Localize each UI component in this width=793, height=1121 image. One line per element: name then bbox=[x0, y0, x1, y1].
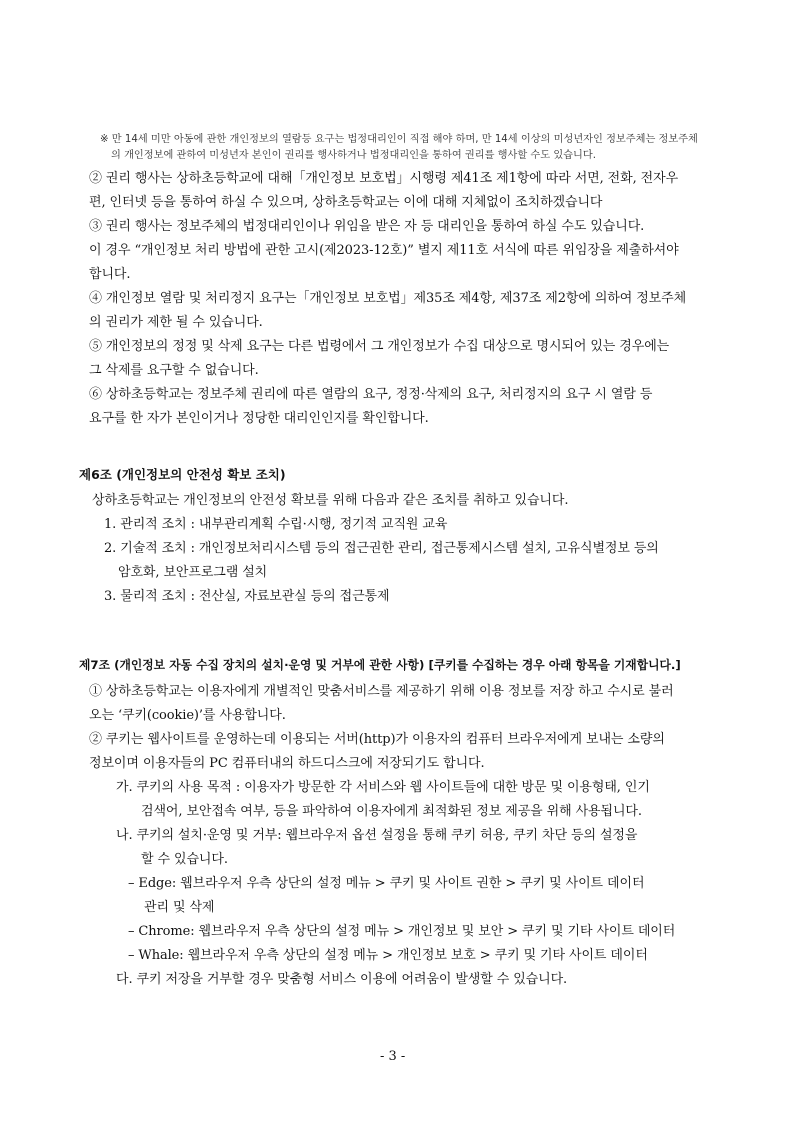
cookie-refusal: 다. 쿠키 저장을 거부할 경우 맞춤형 서비스 이용에 어려움이 발생할 수 있습니다. bbox=[116, 972, 568, 987]
article7-para2-line2: 정보이며 이용자들의 PC 컴퓨터내의 하드디스크에 저장되기도 합니다. bbox=[89, 756, 485, 771]
article7-para1-line1: ① 상하초등학교는 이용자에게 개별적인 맞춤서비스를 제공하기 위해 이용 정보를 저장 하고 수시로 불러 bbox=[89, 684, 674, 699]
article6-item2-line2: 암호화, 보안프로그램 설치 bbox=[118, 565, 268, 580]
right-exercise-item5-line2: 그 삭제를 요구할 수 없습니다. bbox=[89, 363, 259, 378]
right-exercise-item2-line1: ② 권리 행사는 상하초등학교에 대해「개인정보 보호법」시행령 제41조 제1항에 따라 서면, 전화, 전자우 bbox=[89, 171, 679, 186]
article6-intro: 상하초등학교는 개인정보의 안전성 확보를 위해 다음과 같은 조치를 취하고 있습니다. bbox=[92, 493, 569, 508]
minor-note-line2: 의 개인정보에 관하여 미성년자 본인이 권리를 행사하거나 법정대리인을 통하여 권리를 행사할 수도 있습니다. bbox=[111, 150, 596, 161]
article6-item1: 1. 관리적 조치 : 내부관리계획 수립·시행, 정기적 교직원 교육 bbox=[104, 517, 448, 532]
cookie-whale: – Whale: 웹브라우저 우측 상단의 설정 메뉴 > 개인정보 보호 > 쿠키 및 기타 사이트 데이터 bbox=[128, 948, 648, 963]
cookie-edge-line1: – Edge: 웹브라우저 우측 상단의 설정 메뉴 > 쿠키 및 사이트 권한 > 쿠키 및 사이트 데이터 bbox=[128, 876, 645, 891]
right-exercise-item6-line1: ⑥ 상하초등학교는 정보주체 권리에 따른 열람의 요구, 정정·삭제의 요구, 처리정지의 요구 시 열람 등 bbox=[89, 387, 653, 402]
article6-heading: 제6조 (개인정보의 안전성 확보 조치) bbox=[79, 467, 286, 482]
right-exercise-item6-line2: 요구를 한 자가 본인이거나 정당한 대리인인지를 확인합니다. bbox=[89, 411, 429, 426]
right-exercise-item2-line2: 편, 인터넷 등을 통하여 하실 수 있으며, 상하초등학교는 이에 대해 지체없이 조치하겠습니다 bbox=[89, 195, 603, 210]
cookie-settings-line2: 할 수 있습니다. bbox=[141, 852, 228, 867]
article7-para1-line2: 오는 ‘쿠키(cookie)’를 사용합니다. bbox=[89, 708, 286, 723]
article7-para2-line1: ② 쿠키는 웹사이트를 운영하는데 이용되는 서버(http)가 이용자의 컴퓨터 브라우저에게 보내는 소량의 bbox=[89, 732, 665, 747]
cookie-chrome: – Chrome: 웹브라우저 우측 상단의 설정 메뉴 > 개인정보 및 보안 > 쿠키 및 기타 사이트 데이터 bbox=[128, 924, 676, 939]
cookie-settings-line1: 나. 쿠키의 설치·운영 및 거부: 웹브라우저 옵션 설정을 통해 쿠키 허용, 쿠키 차단 등의 설정을 bbox=[116, 828, 638, 843]
right-exercise-item5-line1: ⑤ 개인정보의 정정 및 삭제 요구는 다른 법령에서 그 개인정보가 수집 대상으로 명시되어 있는 경우에는 bbox=[89, 339, 670, 354]
right-exercise-item3-line2: 이 경우 “개인정보 처리 방법에 관한 고시(제2023-12호)” 별지 제11호 서식에 따른 위임장을 제출하셔야 bbox=[89, 243, 679, 258]
article6-item3: 3. 물리적 조치 : 전산실, 자료보관실 등의 접근통제 bbox=[104, 589, 390, 604]
cookie-purpose-line1: 가. 쿠키의 사용 목적 : 이용자가 방문한 각 서비스와 웹 사이트들에 대한 방문 및 이용형태, 인기 bbox=[116, 780, 650, 795]
article6-item2-line1: 2. 기술적 조치 : 개인정보처리시스템 등의 접근권한 관리, 접근통제시스템 설치, 고유식별정보 등의 bbox=[104, 541, 659, 556]
cookie-edge-line2: 관리 및 삭제 bbox=[144, 900, 215, 915]
article7-heading: 제7조 (개인정보 자동 수집 장치의 설치·운영 및 거부에 관한 사항) [쿠키를 수집하는 경우 아래 항목을 기재합니다.] bbox=[79, 658, 681, 672]
right-exercise-item4-line1: ④ 개인정보 열람 및 처리정지 요구는「개인정보 보호법」제35조 제4항, 제37조 제2항에 의하여 정보주체 bbox=[89, 291, 687, 306]
page-number: - 3 - bbox=[380, 1049, 406, 1064]
right-exercise-item3-line1: ③ 권리 행사는 정보주체의 법정대리인이나 위임을 받은 자 등 대리인을 통하여 하실 수도 있습니다. bbox=[89, 219, 645, 234]
right-exercise-item4-line2: 의 권리가 제한 될 수 있습니다. bbox=[89, 315, 263, 330]
right-exercise-item3-line3: 합니다. bbox=[89, 267, 131, 282]
cookie-purpose-line2: 검색어, 보안접속 여부, 등을 파악하여 이용자에게 최적화된 정보 제공을 위해 사용됩니다. bbox=[141, 804, 642, 819]
minor-note-line1: ※ 만 14세 미만 아동에 관한 개인정보의 열람등 요구는 법정대리인이 직접 해야 하며, 만 14세 이상의 미성년자인 정보주체는 정보주체 bbox=[100, 134, 698, 145]
